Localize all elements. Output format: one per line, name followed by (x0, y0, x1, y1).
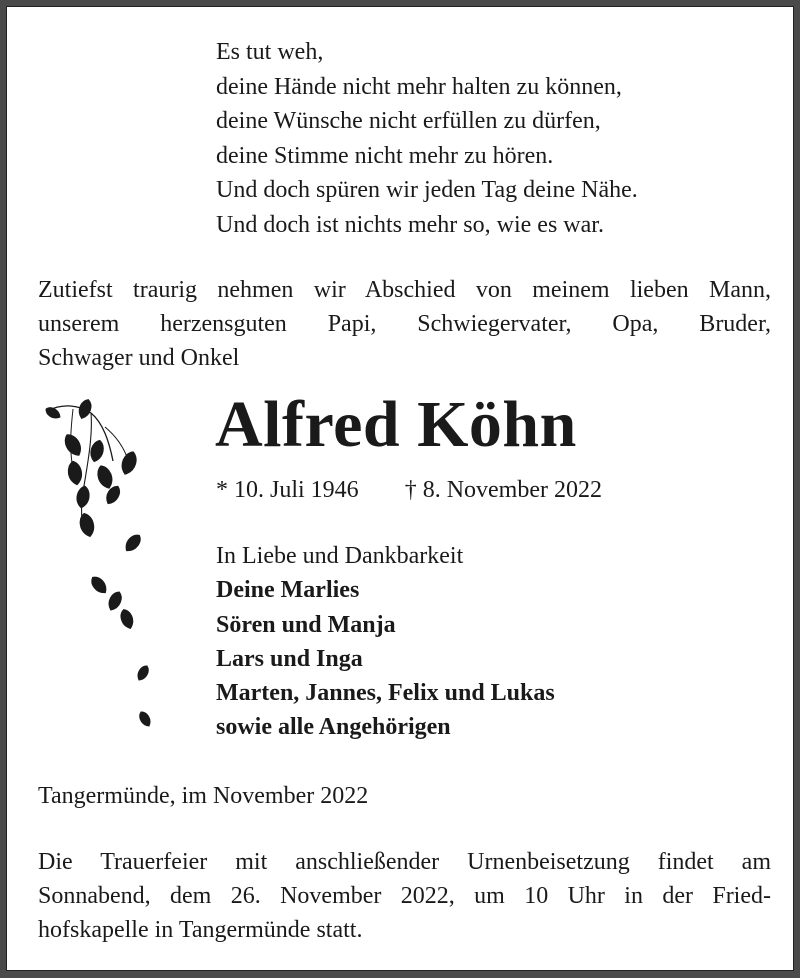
mourner-name: Sören und Manja (216, 611, 396, 638)
mourner-name: Lars und Inga (216, 645, 363, 672)
poem-line: Und doch spüren wir jeden Tag deine Nähe. (216, 177, 638, 203)
death-date: † 8. November 2022 (404, 477, 602, 503)
poem-line: Es tut weh, (216, 39, 324, 65)
mourners-intro: In Liebe und Dankbarkeit (216, 543, 464, 569)
deceased-name: Alfred Köhn (215, 388, 577, 461)
mourner-name: Deine Marlies (216, 577, 360, 604)
intro-line: Schwager und Onkel (38, 345, 240, 371)
birth-date: * 10. Juli 1946 (216, 477, 359, 503)
obituary-notice (6, 6, 794, 971)
mourner-name: Marten, Jannes, Felix und Lukas (216, 680, 555, 707)
poem-line: Und doch ist nichts mehr so, wie es war. (216, 211, 604, 238)
falling-leaves-icon (43, 397, 153, 752)
life-dates (216, 473, 602, 507)
funeral-info (38, 845, 771, 947)
funeral-line: Die Trauerfeier mit anschließender Urnenbeisetzung findet am (38, 849, 771, 875)
poem-line: deine Stimme nicht mehr zu hören. (216, 142, 554, 169)
poem-line: deine Hände nicht mehr halten zu können, (216, 73, 622, 100)
poem-line: deine Wünsche nicht erfüllen zu dürfen, (216, 108, 601, 134)
mourners-list (216, 539, 555, 745)
farewell-intro (38, 273, 771, 375)
place-and-date: Tangermünde, im November 2022 (38, 783, 369, 809)
poem (216, 35, 638, 242)
intro-line: unserem herzensguten Papi, Schwiegervater, Opa, Bruder, (38, 311, 771, 337)
intro-line: Zutiefst traurig nehmen wir Abschied von meinem lieben Mann, (38, 277, 771, 303)
mourner-name: sowie alle Angehörigen (216, 714, 451, 741)
funeral-line: Sonnabend, dem 26. November 2022, um 10 Uhr in der Fried- (38, 883, 771, 909)
funeral-line: hofskapelle in Tangermünde statt. (38, 917, 363, 943)
